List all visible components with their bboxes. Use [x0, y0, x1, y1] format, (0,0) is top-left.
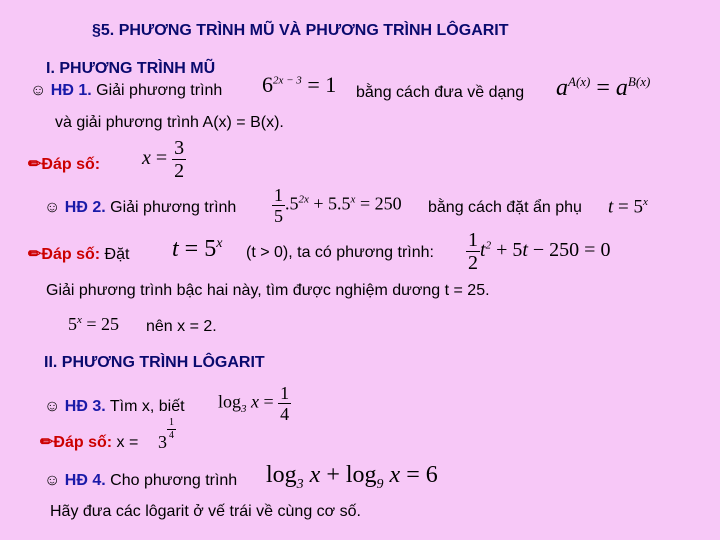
- answer-3-value: 3 $\frac{1}{4}$: [158, 417, 174, 452]
- solution-equation-2: $5^x = 25$: [68, 314, 120, 334]
- pencil-icon: ✏: [28, 156, 42, 173]
- activity-2-mid-text: bằng cách đặt ẩn phụ: [428, 199, 582, 216]
- activity-2: [44, 199, 236, 217]
- answer-2-text: Đặt: [100, 246, 130, 263]
- answer-2-mid-text: (t > 0), ta có phương trình:: [246, 244, 434, 261]
- answer-2: [28, 244, 129, 264]
- activity-1-text: Giải phương trình: [91, 82, 223, 99]
- pencil-icon: ✏: [28, 246, 42, 263]
- activity-3: [44, 398, 185, 416]
- activity-2-equation: $\frac{1}{5}$ $.5^{2x} + 5.5^x = 250$: [274, 185, 402, 226]
- activity-1-equation: $6^{2x - 3} = 1$: [262, 72, 337, 97]
- answer-3: [40, 432, 138, 452]
- solution-text-2: nên x = 2.: [146, 318, 217, 335]
- activity-1-continuation: và giải phương trình A(x) = B(x).: [55, 114, 284, 131]
- answer-1: [28, 154, 100, 174]
- section-heading-exponential: I. PHƯƠNG TRÌNH MŨ: [46, 60, 216, 77]
- smiley-icon: ☺: [30, 82, 47, 99]
- activity-3-label: HĐ 3.: [64, 398, 106, 415]
- page-title: §5. PHƯƠNG TRÌNH MŨ VÀ PHƯƠNG TRÌNH LÔGARIT: [92, 22, 509, 39]
- activity-1: [30, 82, 222, 100]
- section-heading-logarithmic: II. PHƯƠNG TRÌNH LÔGARIT: [44, 354, 265, 371]
- smiley-icon: ☺: [44, 472, 61, 489]
- activity-4-instruction: Hãy đưa các lôgarit ở vế trái về cùng cơ số.: [50, 503, 361, 520]
- activity-2-text: Giải phương trình: [105, 199, 237, 216]
- answer-2-substitution: t = 5$^x$: [172, 236, 223, 262]
- activity-4: [44, 472, 237, 490]
- answer-1-label: Đáp số:: [41, 156, 101, 173]
- answer-3-label: Đáp số:: [53, 434, 113, 451]
- pencil-icon: ✏: [40, 434, 54, 451]
- solution-text-1: Giải phương trình bậc hai này, tìm được nghiệm dương t = 25.: [46, 282, 490, 299]
- answer-2-equation: $\frac{1}{2}$ $t^2 + 5t - 250 = 0$: [468, 229, 611, 274]
- activity-1-mid-text: bằng cách đưa về dạng: [356, 84, 525, 101]
- answer-1-value: x = $\frac{3}{2}$: [142, 137, 185, 182]
- answer-3-text: x =: [112, 434, 139, 451]
- smiley-icon: ☺: [44, 199, 61, 216]
- activity-2-substitution: t = 5$^x$: [608, 196, 648, 218]
- answer-2-label: Đáp số:: [41, 246, 101, 263]
- activity-4-label: HĐ 4.: [64, 472, 106, 489]
- activity-4-equation: $\log_3 x + \log_9 x = 6$: [266, 462, 438, 492]
- activity-3-text: Tìm x, biết: [105, 398, 185, 415]
- activity-4-text: Cho phương trình: [105, 472, 238, 489]
- activity-1-form: $a^{A(x)} = a^{B(x)}$: [556, 74, 651, 101]
- activity-1-label: HĐ 1.: [50, 82, 92, 99]
- activity-3-equation: $\log_3 x$ = $\frac{1}{4}$: [218, 383, 290, 424]
- smiley-icon: ☺: [44, 398, 61, 415]
- activity-2-label: HĐ 2.: [64, 199, 106, 216]
